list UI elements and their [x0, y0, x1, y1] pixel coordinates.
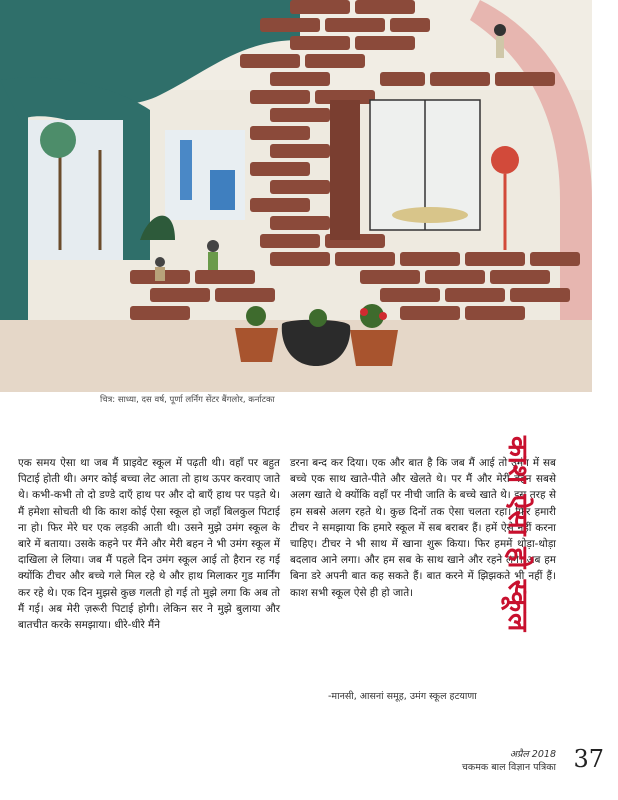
page-number: 37 [573, 745, 604, 773]
article-title: काश ऐसा हो स्कूल [502, 436, 533, 633]
article-paragraph: डरना बन्द कर दिया। एक और बात है कि जब मैं आई तो उमंग में सब बच्चे एक साथ खाते-पीते और खेलते थे। पर मैं और मेरी बहन सबसे अलग खाते थे क्योंकि वहाँ पर नीची जाति के बच्चे खाते थे। इस तरह से हम सबसे अलग रहते थे। कुछ दिनों तक ऐसा चलता रहा। फिर हमारी टीचर ने समझाया कि हमारे स्कूल में सब बराबर हैं। हमें ऐसे नहीं करना चाहिए। टीचर ने भी साथ में खाना शुरू किया। फिर हममें थोड़ा-थोड़ा बदलाव आने लगा। और हम सब के साथ खाने और रहने लगे। अब हम बिना डरे अपनी बात कह सकते हैं। बात करने में झिझकते भी नहीं हैं। काश सभी स्कूल ऐसे ही हो जाते। [290, 457, 556, 599]
article-paragraph: एक समय ऐसा था जब मैं प्राइवेट स्कूल में पढ़ती थी। वहाँ पर बहुत पिटाई होती थी। अगर कोई बच्चा लेट आता तो हाथ ऊपर करवाए जाते थे। कभी-कभी तो दो डण्डे दाएँ हाथ पर और दो बाएँ हाथ पर पड़ते थे। मैं हमेशा सोचती थी कि काश कोई ऐसा स्कूल हो जहाँ बिलकुल पिटाई ना हो। फिर मेरे घर एक लड़की आती थी। उसने मुझे उमंग स्कूल के बारे में बताया। उसके कहने पर मैंने और मेरी बहन ने भी उमंग स्कूल में दाखिला ले लिया। जब मैं पहले दिन उमंग स्कूल आई तो हैरान रह गई क्योंकि टीचर और बच्चे गले मिल रहे थे और हाथ मिलाकर गुड मार्निंग कर रहे थे। एक दिन मुझसे कुछ गलती हो गई तो मुझे लगा कि अब तो मैं गई। अब मेरी ज़रूरी पिटाई होगी। लेकिन सर ने मुझे बुलाया और बातचीत करके समझाया। धीरे-धीरे मैंने [18, 457, 280, 632]
issue-date: अप्रैल 2018 [509, 749, 556, 760]
magazine-name: चकमक बाल विज्ञान पत्रिका [461, 762, 556, 773]
article-column-left [18, 455, 280, 633]
author-credit: -मानसी, आसनां समूह, उमंग स्कूल हटयाणा [328, 691, 477, 702]
page-footer [344, 745, 604, 785]
school-drawing [0, 0, 592, 392]
illustration [0, 0, 592, 392]
illustration-caption: चित्र: साध्या, दस वर्ष, पूर्णा लर्निंग सेंटर बैंगलोर, कर्नाटका [100, 395, 275, 405]
